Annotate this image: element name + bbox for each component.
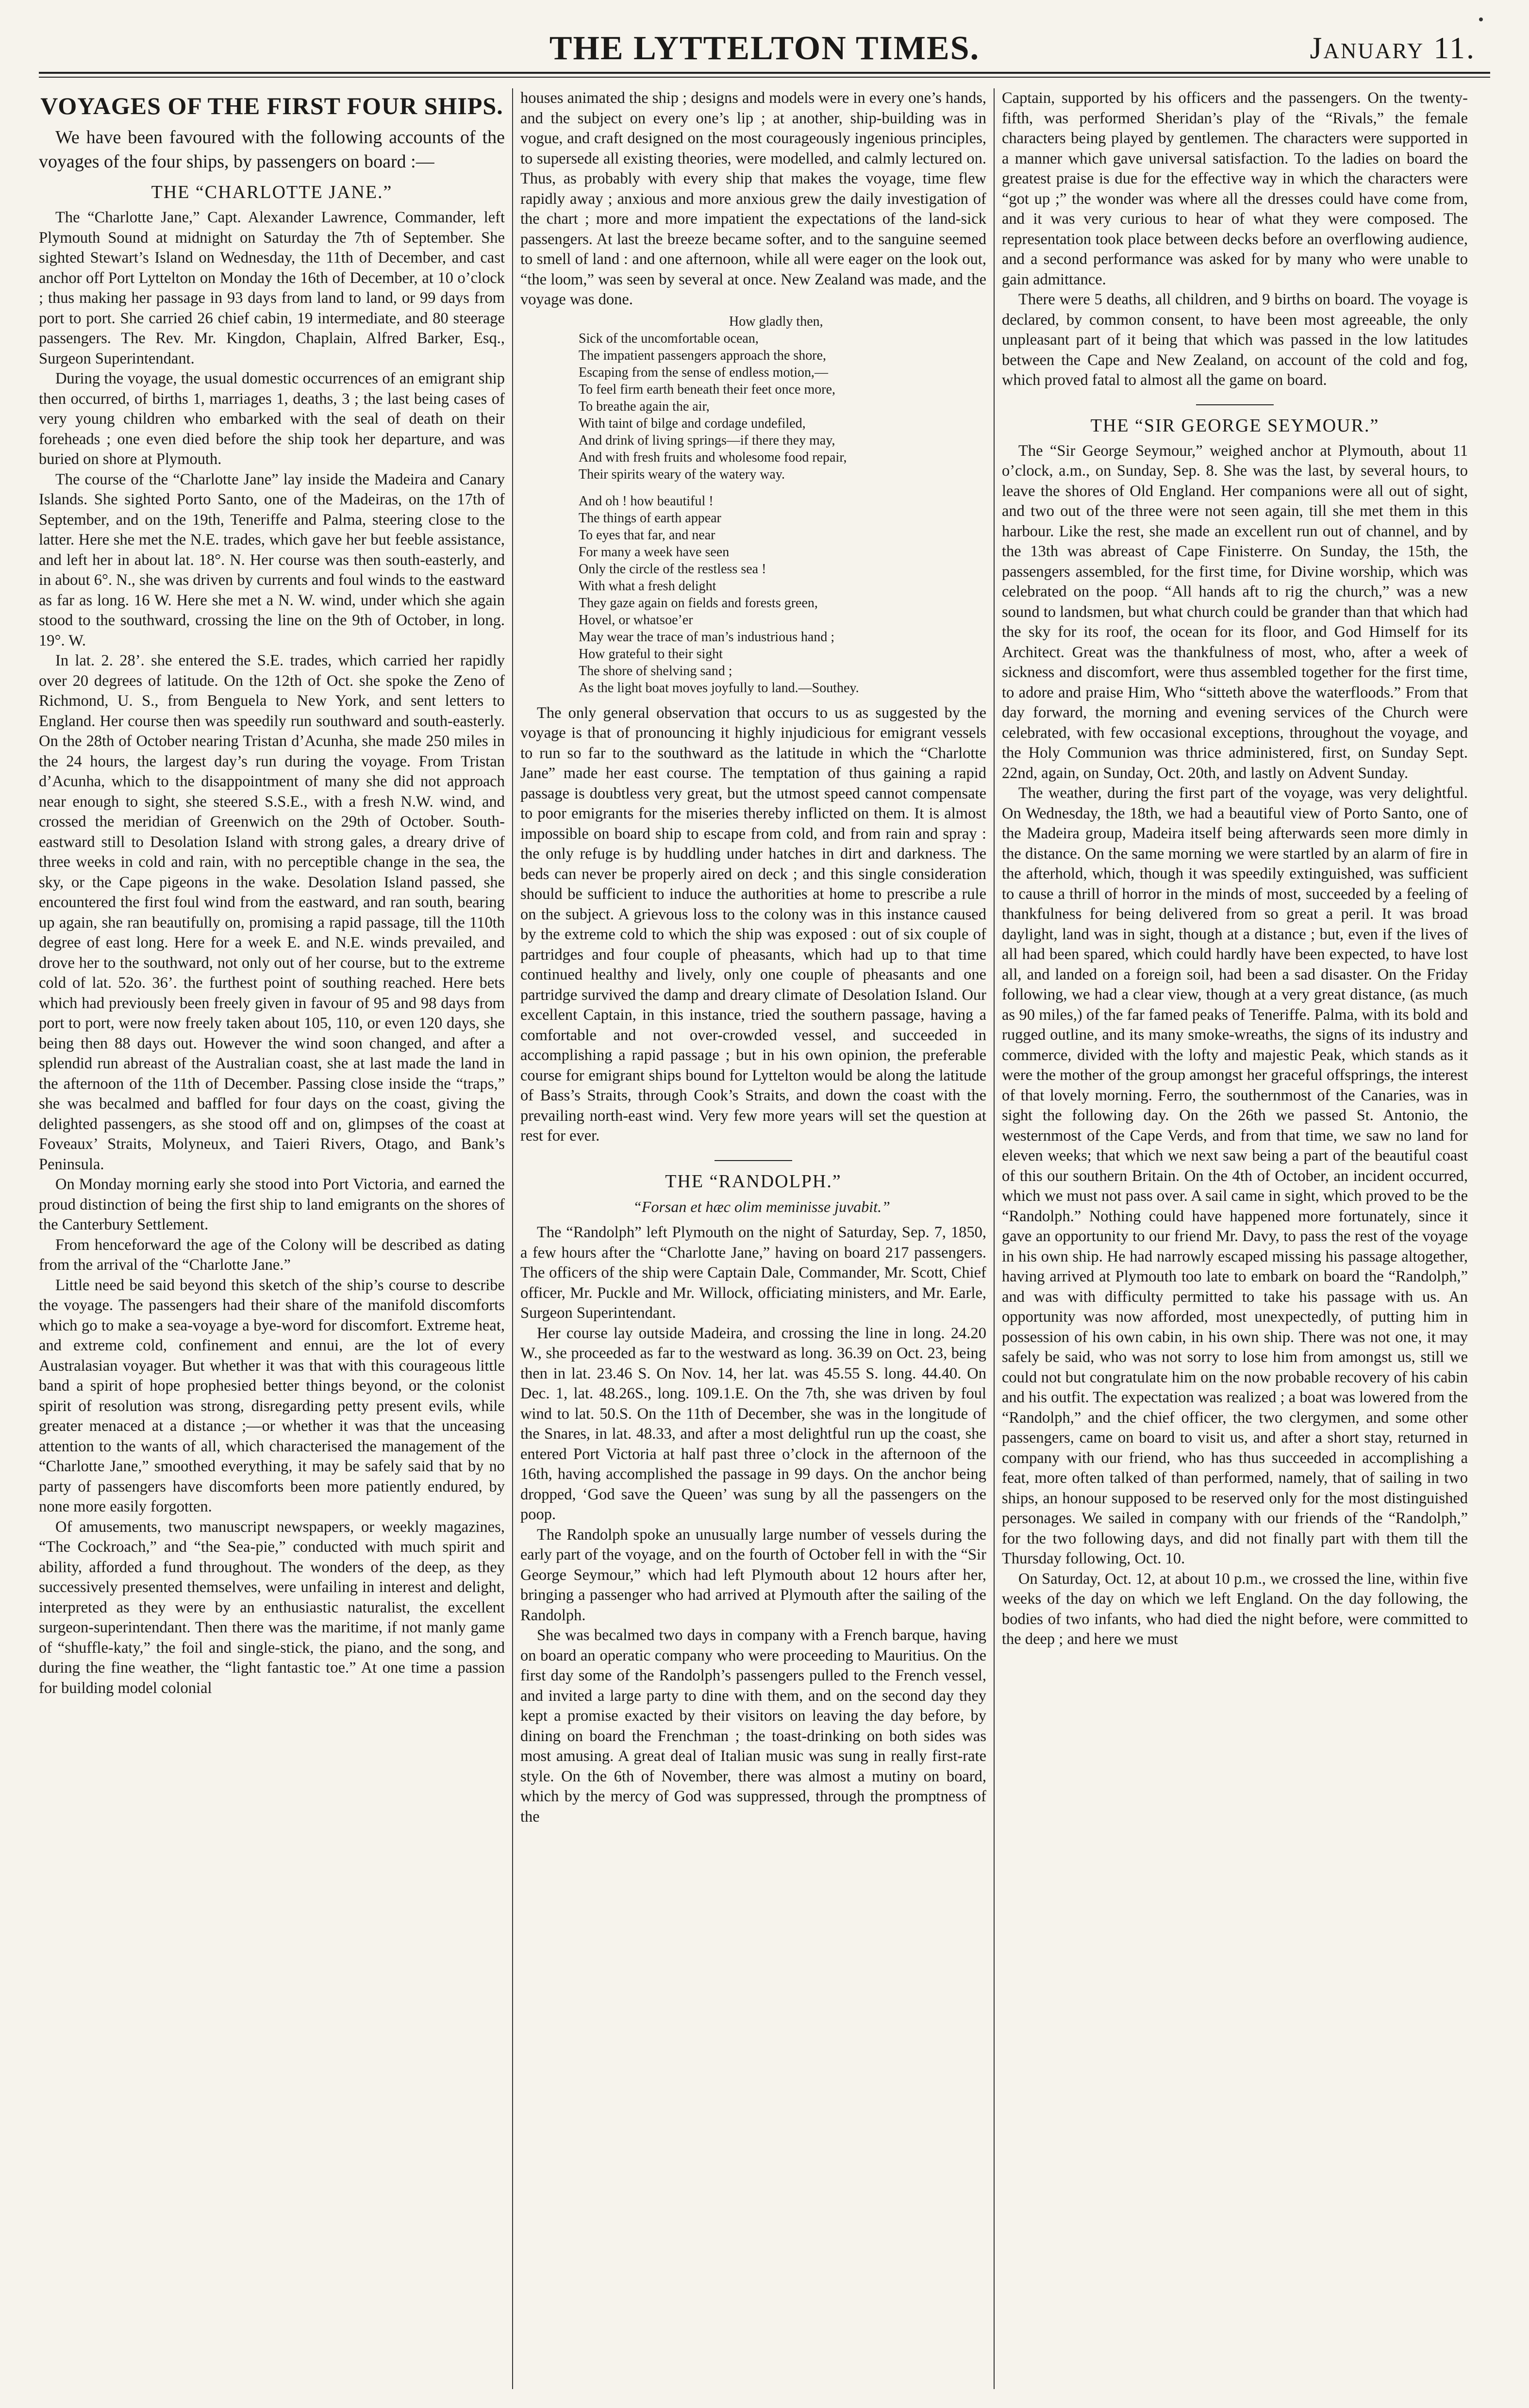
newspaper-title: THE LYTTELTON TIMES. xyxy=(549,30,980,67)
poem-line: And with fresh fruits and wholesome food repair, xyxy=(579,449,847,465)
paragraph: There were 5 deaths, all children, and 9 births on board. The voyage is declared, by common consent, to have been most agreeable, the only unpleasant part of it being that which was passed in the low latitudes between the Cape and New Zealand, on account of the cold and fog, which proved fatal to almost all the game on board. xyxy=(1002,291,1468,389)
paragraph: During the voyage, the usual domestic occurrences of an emigrant ship then occurred, of births 1, marriages 1, deaths, 3 ; the last being cases of very young children who embarked with the seal of death on their foreheads ; one even died before the ship took her departure, and was buried on shore at Plymouth. xyxy=(39,370,505,468)
poem-line: The things of earth appear xyxy=(579,510,721,526)
paragraph: The “Sir George Seymour,” weighed anchor at Plymouth, about 11 o’clock, a.m., on Sunday, Sep. 8. She was the last, by several hours, to leave the shores of Old England. Her companions were all out of sight, and two out of the three were not seen again, till she met them in this harbour. Like the rest, she made an excellent run out of channel, and by the 13th was abreast of Cape Finisterre. On Sunday, the 15th, the passengers assembled, for the first time, for Divine worship, which was celebrated on the poop. “All hands aft to rig the church,” was a new sound to landsmen, but what church could be grander than that which had the sky for its roof, the ocean for its floor, and God Himself for its Architect. Great was the thankfulness of most, who, after a week of sickness and discomfort, were thus assembled together for the first time, to adore and praise Him, Who “sitteth above the waterfloods.” From that day forward, the morning and evening services of the Church were celebrated, with few occasional exceptions, throughout the voyage, and the Holy Communion was thrice administered, first, on Sunday Sept. 22nd, again, on Sunday, Oct. 20th, and lastly on Advent Sunday. xyxy=(1002,442,1468,782)
poem-line: Escaping from the sense of endless motion,— xyxy=(579,365,829,380)
paragraph: The course of the “Charlotte Jane” lay inside the Madeira and Canary Islands. She sighted Porto Santo, one of the Madeiras, on the 17th of September, and on the 19th, Teneriffe and Palma, steering close to the latter. Here she met the N.E. trades, which gave her but feeble assistance, and left her in about lat. 18°. N. Her course was then south-easterly, and in about 6°. N., she was driven by currents and foul winds to the eastward as far as long. 16 W. Here she met a N. W. wind, under which she again stood to the southward, crossing the line on the 9th of October, in long. 19°. W. xyxy=(39,470,505,649)
paragraph: On Monday morning early she stood into Port Victoria, and earned the proud distinction of being the first ship to land emigrants on the shores of the Canterbury Settlement. xyxy=(39,1176,505,1233)
paragraph: On Saturday, Oct. 12, at about 10 p.m., we crossed the line, within five weeks of the day on which we left England. On the day following, the bodies of two infants, who had died the night before, were committed to the deep ; and here we must xyxy=(1002,1570,1468,1648)
section-heading-sir-george-seymour: THE “SIR GEORGE SEYMOUR.” xyxy=(1090,415,1379,436)
paragraph: The “Randolph” left Plymouth on the night of Saturday, Sep. 7, 1850, a few hours after the “Charlotte Jane,” having on board 217 passengers. The officers of the ship were Captain Dale, Commander, Mr. Scott, Chief officer, Mr. Puckle and Mr. Willock, officiating ministers, and Mr. Earle, Surgeon Superintendant. xyxy=(520,1224,986,1322)
section-divider xyxy=(715,1160,792,1161)
section-divider xyxy=(1196,404,1274,405)
paragraph: The “Charlotte Jane,” Capt. Alexander Lawrence, Commander, left Plymouth Sound at midnight on Saturday the 7th of September. She sighted Stewart’s Island on Wednesday, the 11th of December, and cast anchor off Port Lyttelton on Monday the 16th of December, at 10 o’clock ; thus making her passage in 93 days from land to land, or 99 days from port to port. She carried 26 chief cabin, 19 intermediate, and 80 steerage passengers. The Rev. Mr. Kingdon, Chaplain, Alfred Barker, Esq., Surgeon Superintendant. xyxy=(39,209,505,367)
ink-speck xyxy=(1479,17,1483,21)
column-1 xyxy=(39,88,505,2389)
poem-line: The impatient passengers approach the shore, xyxy=(579,348,827,363)
stanza-break xyxy=(579,483,986,493)
poem-quotation xyxy=(579,313,986,697)
article-intro: We have been favoured with the following accounts of the voyages of the four ships, by passengers on board :— xyxy=(39,127,505,172)
poem-line: They gaze again on fields and forests green, xyxy=(579,595,818,611)
poem-line: And oh ! how beautiful ! xyxy=(579,493,714,509)
paragraph: Little need be said beyond this sketch of the ship’s course to describe the voyage. The passengers had their share of the manifold discomforts which go to make a sea-voyage a bye-word for discomfort. Extreme heat, and extreme cold, confinement and ennui, are the lot of every Australasian voyager. But whether it was that with this courageous little band a spirit of hope prophesied better things beyond, or the colonist spirit of resolution was strong, disregarding petty present evils, while greater menaced at a distance ;—or whether it was that the unceasing attention to the wants of all, which characterised the management of the “Charlotte Jane,” smoothed everything, it may be safely said that by no party of passengers have discomforts been more patiently endured, by none more easily forgotten. xyxy=(39,1276,505,1515)
section-heading-charlotte-jane: THE “CHARLOTTE JANE.” xyxy=(151,182,393,202)
poem-line: The shore of shelving sand ; xyxy=(579,663,732,679)
paragraph: From henceforward the age of the Colony will be described as dating from the arrival of the “Charlotte Jane.” xyxy=(39,1236,505,1274)
article-title: VOYAGES OF THE FIRST FOUR SHIPS. xyxy=(40,92,503,119)
column-divider xyxy=(512,88,513,2389)
paragraph: Of amusements, two manuscript newspapers, or weekly magazines, “The Cockroach,” and “the Sea-pie,” conducted with much spirit and ability, afforded a fund throughout. The wonders of the deep, as they successively presented themselves, were unfailing in interest and delight, interpreted as they were by an enthusiastic naturalist, the excellent surgeon-superintendant. Then there was the maritime, if not manly game of “shuffle-katy,” the foil and single-stick, the piano, and the song, and during the fine weather, the “light fantastic toe.” At one time a passion for building model colonial xyxy=(39,1518,505,1697)
paragraph: She was becalmed two days in company with a French barque, having on board an operatic company who were proceeding to Mauritius. On the first day some of the Randolph’s passengers pulled to the French vessel, and invited a large party to dine with them, and on the second day they kept a promise exacted by their visitors on leaving the day before, by dining on board the Frenchman ; the toast-drinking on both sides was most amusing. A great deal of Italian music was sung in really first-rate style. On the 6th of November, there was almost a mutiny on board, which by the mercy of God was suppressed, through the promptness of the xyxy=(520,1627,986,1826)
masthead-rule xyxy=(39,72,1490,78)
poem-line: To breathe again the air, xyxy=(579,399,710,414)
paragraph-continued: houses animated the ship ; designs and models were in every one’s hands, and the subject on every one’s lip ; at another, ship-building was in vogue, and craft designed on the most courageously ingenious principles, to supersede all existing theories, were modelled, and calmly lectured on. Thus, as probably with every ship that makes the voyage, time flew rapidly away ; anxious and more anxious grew the daily investigation of the chart ; more and more impatient the expectations of the land-sick passengers. At last the breeze became softer, and to the sanguine seemed to smell of land : and one afternoon, while all were eager on the look out, “the loom,” was seen by several at once. New Zealand was made, and the voyage was done. xyxy=(520,89,986,308)
columns xyxy=(39,88,1490,2389)
section-motto: “Forsan et hæc olim meminisse juvabit.” xyxy=(633,1197,890,1215)
paragraph-continued: Captain, supported by his officers and the passengers. On the twenty-fifth, was performed Sheridan’s play of the “Rivals,” the female characters being played by gentlemen. The characters were supported in a manner which gave universal satisfaction. To the ladies on board the greatest praise is due for the effective way in which the characters were “got up ;” the wonder was where all the dresses could have come from, and it was very curious to hear of what they were composed. The representation took place between decks before an overflowing audience, and a second performance was asked for by many who were unable to gain admittance. xyxy=(1002,89,1468,288)
paragraph: Her course lay outside Madeira, and crossing the line in long. 24.20 W., she proceeded as far to the westward as long. 36.39 on Oct. 23, being then in lat. 23.46 S. On Nov. 14, her lat. was 45.55 S. long. 44.40. On Dec. 1, lat. 48.26S., long. 109.1.E. On the 7th, she was driven by foul wind to lat. 50.S. On the 11th of December, she was in the longitude of the Snares, in lat. 48.33, and after a most delightful run up the coast, she entered Port Victoria at half past three o’clock in the afternoon of the 16th, having accomplished the passage in 99 days. On the anchor being dropped, ‘God save the Queen’ was sung by all the passengers on the poop. xyxy=(520,1324,986,1523)
poem-line: With taint of bilge and cordage undefiled, xyxy=(579,415,806,431)
paragraph: The weather, during the first part of the voyage, was very delightful. On Wednesday, the 18th, we had a beautiful view of Porto Santo, one of the Madeira group, Madeira itself being afterwards seen more dimly in the distance. On the same morning we were startled by an alarm of fire in the afterhold, which, though it was speedily extinguished, was sufficient to cause a thrill of horror in the minds of most, succeeded by a feeling of thankfulness for being delivered from so great a peril. It was broad daylight, land was in sight, though at a distance ; but, even if the lives of all had been spared, which could hardly have been expected, to have lost all, and landed on a foreign soil, had been a sad disaster. On the Friday following, we had a clear view, though at a very great distance, (as much as 90 miles,) of the far famed peaks of Teneriffe. Palma, with its bold and rugged outline, and its many smoke-wreaths, the signs of its industry and commerce, divided with the lofty and majestic Peak, which stands as it were the mother of the group amongst her graceful offsprings, the interest of that lovely morning. Ferro, the southernmost of the Canaries, was in sight the following day. On the 26th we passed St. Antonio, the westernmost of the Cape Verds, and from that time, we saw no land for eleven weeks; that which we next saw being a part of the beautiful coast of this our southern Britain. On the 4th of October, an incident occurred, which we must not pass over. A sail came in sight, which proved to be the “Randolph.” Nothing could have happened more fortunately, since it gave an opportunity to our friend Mr. Davy, to pass the rest of the voyage in his own ship. He had narrowly escaped missing his passage altogether, having arrived at Plymouth too late to embark on board the “Randolph,” and was with difficulty permitted to take his passage with us. An opportunity was now afforded, most unexpectedly, of putting him in possession of his own cabin, in his own ship. There was not one, it may safely be said, who was not sorry to lose him from amongst us, still we could not but congratulate him on the now probable recovery of his cabin and his outfit. The expectation was realized ; a boat was lowered from the “Randolph,” and the chief officer, the two clergymen, and some other passengers, came on board to visit us, and after a short stay, returned in company with our friend, who has thus succeeded in accomplishing a feat, more often talked of than performed, namely, that of sailing in two ships, an honour supposed to be reserved only for the most distinguished personages. We sailed in company with our friends of the “Randolph,” for the two following days, and did not finally part with them till the Thursday following, Oct. 10. xyxy=(1002,784,1468,1567)
paragraph: The only general observation that occurs to us as suggested by the voyage is that of pronouncing it highly injudicious for emigrant vessels to run so far to the southward as the latitude in which the “Charlotte Jane” made her east course. The temptation of thus gaining a rapid passage is doubtless very great, but the utmost speed cannot compensate to poor emigrants for the miseries thereby inflicted on them. It is almost impossible on board ship to escape from cold, and from rain and spray : the only refuge is by huddling under hatches in dirt and darkness. The beds can never be properly aired on deck ; and this single consideration should be sufficient to induce the authorities at home to prescribe a rule on the subject. A grievous loss to the colony was in this instance caused by the extreme cold to which the ship was exposed : out of six couple of partridges and four couple of pheasants, which had up to that time continued healthy and lively, only one couple of pheasants and one partridge survived the damp and dreary climate of Desolation Island. Our excellent Captain, in this instance, tried the southern passage, having a comfortable and not over-crowded vessel, and succeeded in accomplishing a rapid passage ; but in his own opinion, the preferable course for emigrant ships bound for Lyttelton would be along the latitude of Bass’s Straits, through Cook’s Straits, and down the coast with the prevailing north-east wind. Very few more years will set the question at rest for ever. xyxy=(520,704,986,1145)
paragraph: In lat. 2. 28’. she entered the S.E. trades, which carried her rapidly over 20 degrees of latitude. On the 12th of Oct. she spoke the Zeno of Richmond, U. S., from Benguela to New York, and sent letters to England. Her course then was speedily run southward and south-easterly. On the 28th of October nearing Tristan d’Acunha, she made 250 miles in the 24 hours, the largest day’s run during the voyage. From Tristan d’Acunha, which to the disappointment of many she did not approach near enough to sight, she steered S.S.E., with a fresh N.W. wind, and crossed the meridian of Greenwich on the 29th of October. South-eastward still to Desolation Island with strong gales, a dreary drive of three weeks in cold and rain, with no perceptible change in the sea, the sky, or the Cape pigeons in the wake. Desolation Island passed, she encountered the first foul wind from the eastward, and ran south, bearing up again, she ran beautifully on, promising a rapid passage, till the 110th degree of east long. Here for a week E. and N.E. winds prevailed, and drove her to the southward, not only out of her course, but to the extreme cold of lat. 52o. 36’. the furthest point of southing reached. Here bets which had previously been freely given in favour of 95 and 98 days from port to port, were now freely taken about 105, 110, or even 120 days, she being then 88 days out. However the wind soon changed, and after a splendid run abreast of the Australian coast, she at last made the land in the afternoon of the 11th of December. Passing close inside the “traps,” she was becalmed and baffled for four days on the coast, giving the delighted passengers, as she stood off and on, glimpses of the coast at Foveaux’ Straits, Molyneux, and Taieri Rivers, Otago, and Bank’s Peninsula. xyxy=(39,652,505,1173)
poem-line: Their spirits weary of the watery way. xyxy=(579,466,785,482)
poem-line: Sick of the uncomfortable ocean, xyxy=(579,331,759,346)
poem-line: To eyes that far, and near xyxy=(579,527,715,543)
paragraph: The Randolph spoke an unusually large number of vessels during the early part of the voyage, and on the fourth of October fell in with the “Sir George Seymour,” which had left Plymouth about 12 hours after her, bringing a passenger who had arrived at Plymouth after the sailing of the Randolph. xyxy=(520,1526,986,1624)
masthead xyxy=(39,29,1490,68)
poem-line: And drink of living springs—if there they may, xyxy=(579,432,835,448)
poem-line: For many a week have seen xyxy=(579,544,730,560)
poem-line: With what a fresh delight xyxy=(579,578,716,594)
issue-date: January 11. xyxy=(1310,31,1476,65)
poem-line: As the light boat moves joyfully to land.—Southey. xyxy=(579,680,859,696)
poem-line: How grateful to their sight xyxy=(579,646,723,662)
poem-line: How gladly then, xyxy=(729,314,823,329)
poem-line: Hovel, or whatsoe’er xyxy=(579,612,693,628)
column-3 xyxy=(1002,88,1468,2389)
poem-line: Only the circle of the restless sea ! xyxy=(579,561,766,577)
column-2 xyxy=(520,88,986,2389)
poem-line: May wear the trace of man’s industrious hand ; xyxy=(579,629,835,645)
column-divider xyxy=(994,88,995,2389)
section-heading-randolph: THE “RANDOLPH.” xyxy=(665,1171,842,1192)
poem-line: To feel firm earth beneath their feet once more, xyxy=(579,382,835,397)
